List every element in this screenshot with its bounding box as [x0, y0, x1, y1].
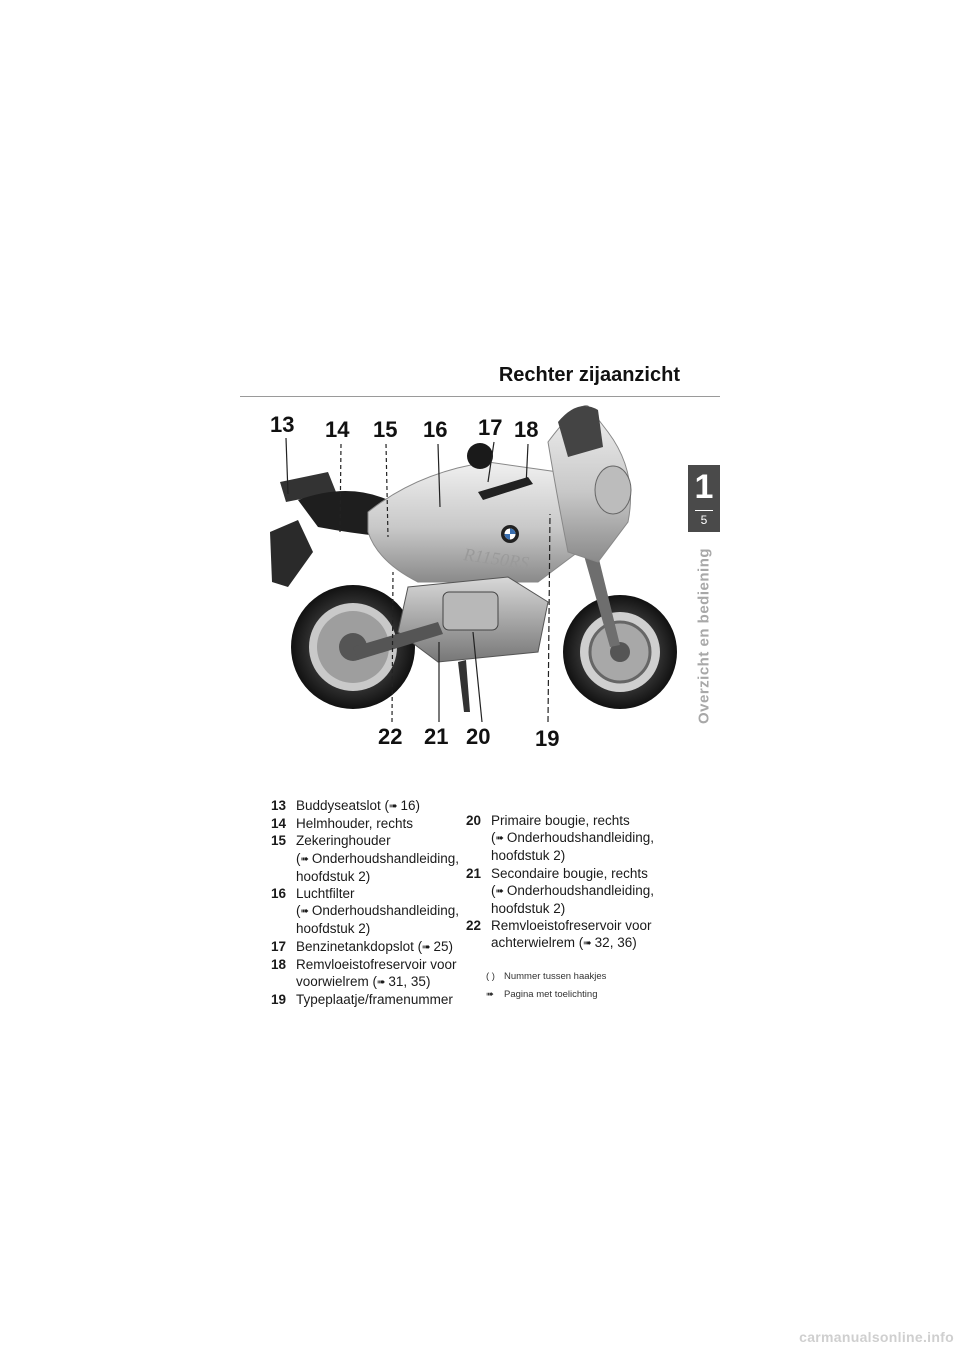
callouts-top [270, 412, 538, 442]
legend-item-13: 13 Buddyseatslot (➠ 16) [271, 797, 471, 815]
page-number: 5 [700, 513, 708, 527]
legend-number: 16 [271, 886, 287, 902]
callout-22: 22 [378, 724, 403, 749]
legend-item-17: 17 Benzinetankdopslot (➠ 25) [271, 938, 471, 956]
front-wheel [563, 595, 677, 709]
arrow-icon: ➠ [495, 833, 504, 845]
title-rule [240, 396, 720, 397]
footnote-arrow: ➠ Pagina met toelichting [486, 989, 598, 1000]
motorcycle-photo [258, 402, 698, 752]
legend-item-16: 16 Luchtfilter (➠ Onderhoudshandleiding, hoofdstuk 2) [271, 886, 460, 937]
watermark: carmanualsonline.info [799, 1329, 954, 1345]
arrow-icon: ➠ [300, 853, 309, 865]
callout-15: 15 [373, 417, 398, 442]
arrow-icon: ➠ [583, 938, 592, 950]
legend-number: 22 [466, 918, 482, 934]
callout-17: 17 [478, 415, 503, 440]
legend-number: 21 [466, 865, 482, 881]
parentheses-symbol: ( ) [486, 971, 495, 982]
footnote-parentheses: ( ) Nummer tussen haakjes [486, 971, 607, 982]
callout-18: 18 [514, 417, 539, 442]
legend-number: 17 [271, 938, 287, 954]
callouts-bottom [378, 724, 559, 751]
rear-mudguard [270, 520, 313, 587]
legend-number: 13 [271, 798, 287, 813]
legend-number: 19 [271, 992, 287, 1008]
arrow-icon: ➠ [422, 941, 431, 953]
callout-14: 14 [325, 417, 350, 442]
mirror [467, 443, 493, 469]
brand-logo [501, 525, 519, 543]
chapter-number: 1 [694, 468, 714, 506]
callout-21: 21 [424, 724, 449, 749]
legend-item-15: 15 Zekeringhouder (➠ Onderhoudshandleiding, hoofdstuk 2) [271, 833, 460, 884]
legend-item-19: 19 Typeplaatje/framenummer [271, 992, 453, 1008]
legend-item-18: 18 Remvloeistofreservoir voor voorwielrem (➠ 31, 35) [271, 956, 471, 991]
callout-16: 16 [423, 417, 448, 442]
page-title: Rechter zijaanzicht [498, 364, 680, 386]
legend-number: 15 [271, 833, 287, 849]
legend-number: 20 [466, 813, 482, 828]
callout-20: 20 [466, 724, 491, 749]
cylinder-head [443, 592, 498, 630]
legend-right [466, 812, 696, 953]
arrow-icon: ➠ [377, 977, 386, 989]
legend-item-14: 14 Helmhouder, rechts [271, 816, 414, 832]
side-label: Overzicht en bediening [695, 547, 713, 725]
legend-left [271, 797, 471, 1008]
legend-item-21: 21 Secondaire bougie, rechts (➠ Onderhoudshandleiding, hoofdstuk 2) [466, 865, 655, 917]
headlight [595, 466, 631, 514]
legend-number: 18 [271, 956, 287, 972]
center-stand [458, 660, 470, 712]
arrow-icon: ➠ [486, 989, 494, 1000]
model-badge: R1150RS [462, 544, 531, 574]
arrow-icon: ➠ [300, 906, 309, 918]
legend-number: 14 [271, 816, 287, 832]
legend-item-22: 22 Remvloeistofreservoir voor achterwielrem (➠ 32, 36) [466, 917, 696, 952]
callout-19: 19 [535, 726, 560, 751]
callout-13: 13 [270, 412, 295, 437]
arrow-icon: ➠ [389, 801, 398, 812]
legend-item-20: 20 Primaire bougie, rechts (➠ Onderhoudshandleiding, hoofdstuk 2) [466, 813, 655, 864]
arrow-icon: ➠ [495, 885, 504, 897]
